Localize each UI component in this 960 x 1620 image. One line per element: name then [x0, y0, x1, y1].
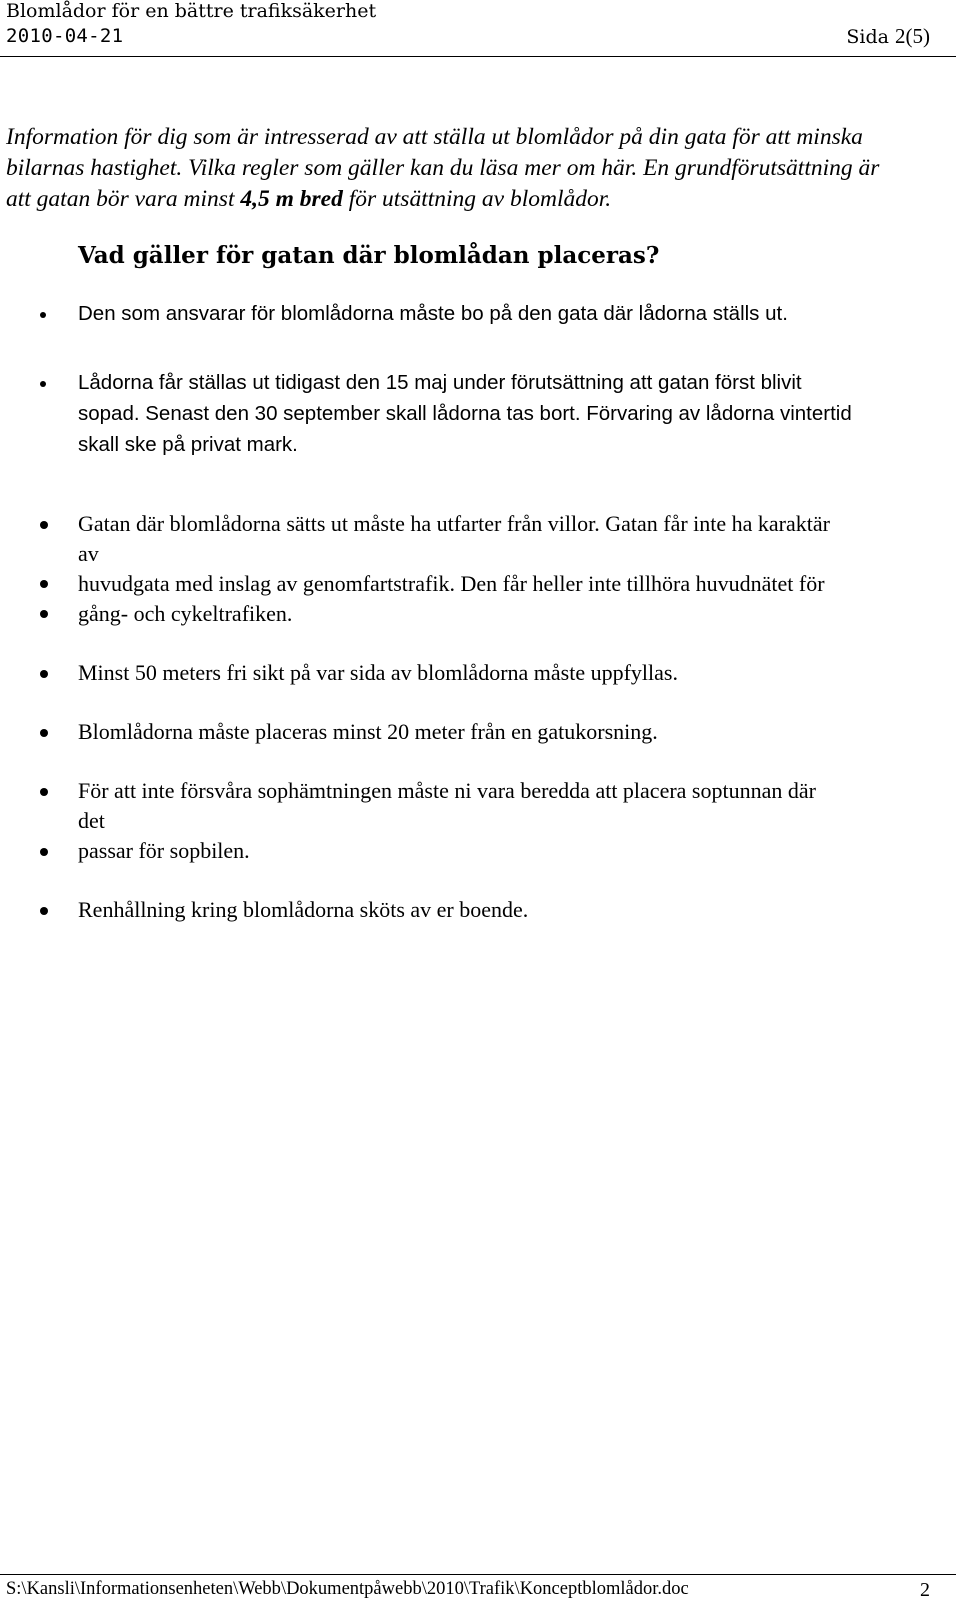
intro-line-1: Information för dig som är intresserad av att ställa ut blomlådor på din gata för att minska — [6, 124, 863, 150]
section-heading: Vad gäller för gatan där blomlådan placeras? — [78, 242, 660, 269]
bullet-dot — [40, 610, 48, 618]
header-title: Blomlådor för en bättre trafiksäkerhet — [6, 0, 377, 22]
bullet-text: av — [78, 541, 99, 566]
footer-page-number: 2 — [920, 1579, 930, 1601]
bullet-item-cleaning — [78, 895, 948, 925]
header-date: 2010-04-21 — [6, 25, 124, 47]
intro-paragraph — [6, 122, 956, 215]
bullet-dot — [40, 521, 48, 529]
header-page-indicator — [846, 24, 930, 49]
intro-line-2: bilarnas hastighet. Vilka regler som gäller kan du läsa mer om här. En grundförutsättning är — [6, 155, 880, 181]
intro-street-width: 4,5 m bred — [240, 186, 343, 212]
bullet-text: huvudgata med inslag av genomfartstrafik. Den får heller inte tillhöra huvudnätet för — [78, 571, 825, 596]
header-page-word: Sida — [846, 26, 889, 48]
intro-line-3-end: för utsättning av blomlådor. — [342, 186, 612, 212]
bullet-dot — [40, 580, 48, 588]
bullet-dot — [40, 788, 48, 796]
intro-line-3 — [6, 184, 956, 215]
bullet-text: Renhållning kring blomlådorna sköts av er boende. — [78, 897, 529, 922]
bullet-text: Gatan där blomlådorna sätts ut måste ha utfarter från villor. Gatan får inte ha karaktär — [78, 511, 830, 536]
footer-divider — [0, 1574, 956, 1575]
bullet-text: Minst 50 meters fri sikt på var sida av blomlådorna måste uppfyllas. — [78, 660, 678, 685]
bullet-text: det — [78, 808, 105, 833]
header-page-number: 2(5) — [895, 24, 930, 48]
bullet-dot — [40, 381, 46, 387]
header-divider — [0, 56, 956, 57]
bullet-text: Den som ansvarar för blomlådorna måste bo på den gata där lådorna ställs ut. — [78, 302, 788, 325]
bullet-text: sopad. Senast den 30 september skall lådorna tas bort. Förvaring av lådorna vintertid — [78, 402, 852, 425]
bullet-text: skall ske på privat mark. — [78, 433, 298, 456]
bullet-text: gång- och cykeltrafiken. — [78, 601, 293, 626]
bullet-item-intersection — [78, 717, 948, 747]
bullet-dot — [40, 312, 46, 318]
intro-line-3-start: att gatan bör vara minst — [6, 186, 241, 212]
bullet-text: För att inte försvåra sophämtningen måste ni vara beredda att placera soptunnan där — [78, 778, 816, 803]
bullet-dot — [40, 670, 48, 678]
bullet-text: Blomlådorna måste placeras minst 20 meter från en gatukorsning. — [78, 719, 658, 744]
bullet-dot — [40, 907, 48, 915]
bullet-item-dates — [78, 367, 948, 460]
bullet-dot — [40, 848, 48, 856]
bullet-dot — [40, 729, 48, 737]
footer-file-path: S:\Kansli\Informationsenheten\Webb\Dokumentpåwebb\2010\Trafik\Konceptblomlådor.doc — [6, 1579, 689, 1599]
bullet-item-visibility — [78, 658, 948, 688]
bullet-item-street-type — [78, 509, 948, 629]
bullet-text: Lådorna får ställas ut tidigast den 15 maj under förutsättning att gatan först blivit — [78, 371, 802, 394]
bullet-item-responsible — [78, 298, 948, 329]
bullet-text: passar för sopbilen. — [78, 838, 250, 863]
bullet-item-waste-collection — [78, 776, 948, 866]
